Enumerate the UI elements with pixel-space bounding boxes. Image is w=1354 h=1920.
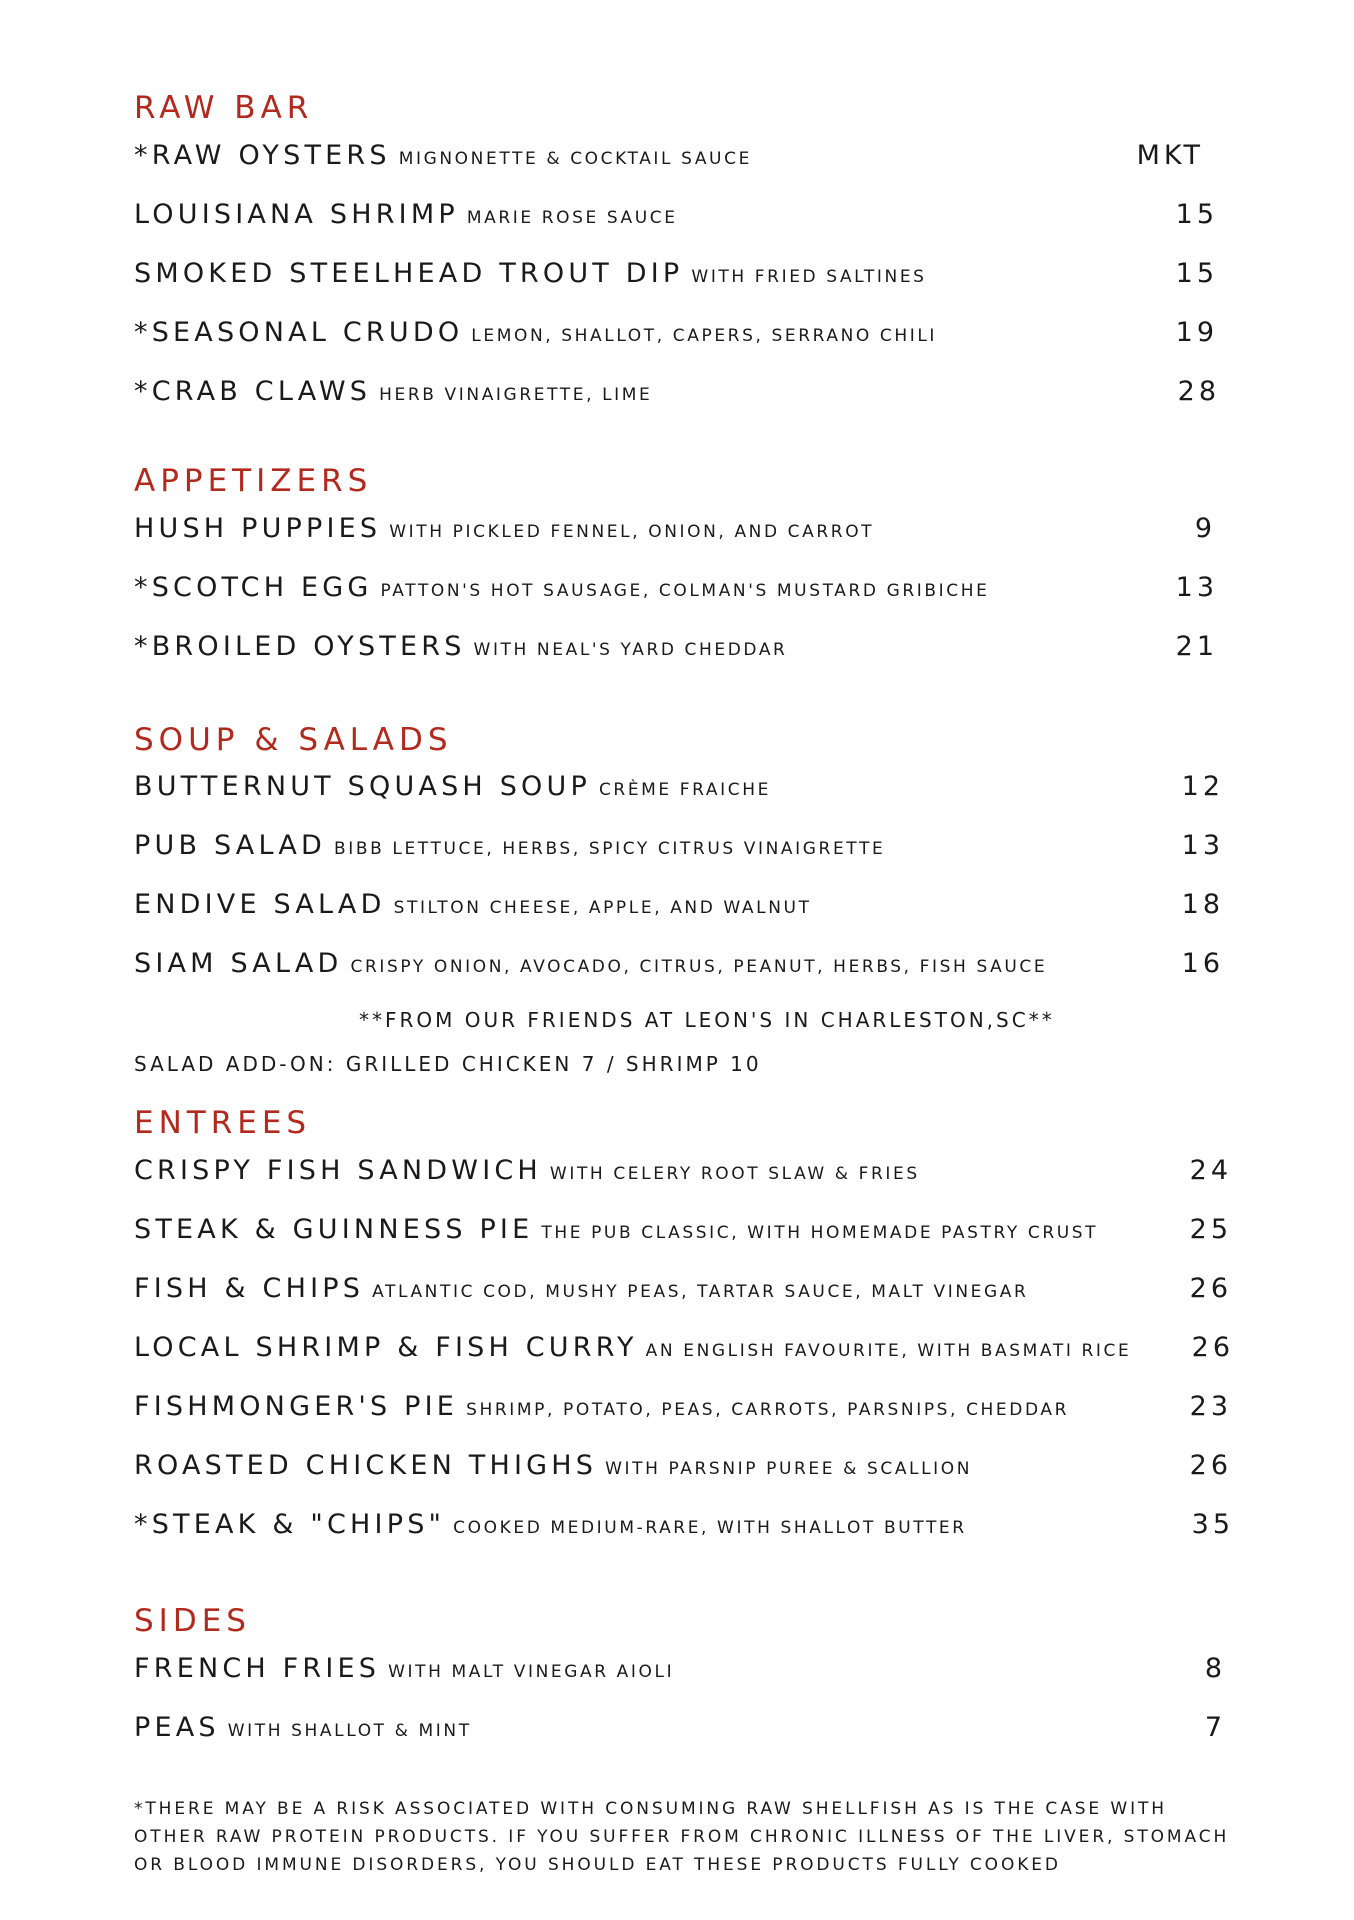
menu-item [134,376,1224,416]
item-price: 8 [1204,1653,1226,1684]
section-title-entrees: ENTREES [134,1105,312,1141]
item-price: 13 [1175,572,1218,603]
menu-item [134,572,1224,612]
item-description: WITH MALT VINEGAR AIOLI [388,1662,675,1682]
item-price: 26 [1189,1450,1232,1481]
menu-item [134,1155,1232,1195]
item-name: PUB SALAD [134,830,326,861]
item-name: *SCOTCH EGG [134,572,373,603]
salad-origin-note: **FROM OUR FRIENDS AT LEON'S IN CHARLESTON,SC** [359,1008,1055,1032]
menu-item [134,1450,1232,1490]
item-price: 35 [1191,1509,1234,1540]
item-name: *CRAB CLAWS [134,376,372,407]
item-name: LOUISIANA SHRIMP [134,199,459,230]
item-description: WITH PARSNIP PUREE & SCALLION [605,1459,973,1479]
item-description: AN ENGLISH FAVOURITE, WITH BASMATI RICE [645,1341,1132,1361]
item-name: *SEASONAL CRUDO [134,317,464,348]
item-price: 21 [1175,631,1218,662]
menu-item [134,1509,1234,1549]
item-price: 28 [1177,376,1220,407]
menu-item [134,1332,1234,1372]
item-name: *BROILED OYSTERS [134,631,466,662]
item-price: 15 [1175,199,1218,230]
item-description: MARIE ROSE SAUCE [466,208,678,228]
menu-item [134,1214,1232,1254]
section-title-appetizers: APPETIZERS [134,463,373,499]
item-name: *RAW OYSTERS [134,140,391,171]
item-name: CRISPY FISH SANDWICH [134,1155,542,1186]
item-description: MIGNONETTE & COCKTAIL SAUCE [398,149,752,169]
disclaimer-line: OR BLOOD IMMUNE DISORDERS, YOU SHOULD EAT THESE PRODUCTS FULLY COOKED [134,1855,1061,1875]
item-name: ENDIVE SALAD [134,889,386,920]
item-price: 16 [1181,948,1224,979]
item-name: LOCAL SHRIMP & FISH CURRY [134,1332,638,1363]
item-price: 18 [1181,889,1224,920]
menu-item [134,631,1224,671]
salad-add-on-note: SALAD ADD-ON: GRILLED CHICKEN 7 / SHRIMP 10 [134,1052,762,1076]
item-name: SIAM SALAD [134,948,343,979]
item-description: WITH PICKLED FENNEL, ONION, AND CARROT [389,522,875,542]
item-description: STILTON CHEESE, APPLE, AND WALNUT [393,898,812,918]
item-description: BIBB LETTUCE, HERBS, SPICY CITRUS VINAIGRETTE [333,839,886,859]
menu-item [134,317,1224,357]
item-price: 25 [1189,1214,1232,1245]
menu-item [134,1391,1232,1431]
item-price: 19 [1175,317,1218,348]
item-price: 13 [1181,830,1224,861]
section-title-raw-bar: RAW BAR [134,90,314,126]
item-name: FISH & CHIPS [134,1273,365,1304]
menu-item [134,199,1224,239]
item-description: COOKED MEDIUM-RARE, WITH SHALLOT BUTTER [453,1518,967,1538]
menu-item [134,771,1224,811]
item-description: PATTON'S HOT SAUSAGE, COLMAN'S MUSTARD GRIBICHE [380,581,990,601]
raw-shellfish-disclaimer [134,1795,1234,1879]
item-name: FRENCH FRIES [134,1653,381,1684]
menu-item [134,1273,1232,1313]
item-name: BUTTERNUT SQUASH SOUP [134,771,591,802]
item-description: WITH CELERY ROOT SLAW & FRIES [549,1164,920,1184]
item-name: PEAS [134,1712,220,1743]
item-price: 15 [1175,258,1218,289]
item-description: THE PUB CLASSIC, WITH HOMEMADE PASTRY CRUST [541,1223,1099,1243]
section-title-soup-salads: SOUP & SALADS [134,722,453,758]
item-description: CRISPY ONION, AVOCADO, CITRUS, PEANUT, HERBS, FISH SAUCE [350,957,1048,977]
item-description: WITH FRIED SALTINES [691,267,927,287]
item-description: WITH NEAL'S YARD CHEDDAR [473,640,788,660]
item-description: LEMON, SHALLOT, CAPERS, SERRANO CHILI [471,326,938,346]
disclaimer-line: *THERE MAY BE A RISK ASSOCIATED WITH CONSUMING RAW SHELLFISH AS IS THE CASE WITH [134,1799,1167,1819]
item-name: SMOKED STEELHEAD TROUT DIP [134,258,684,289]
item-price: MKT [1136,140,1204,171]
item-name: ROASTED CHICKEN THIGHS [134,1450,598,1481]
item-description: SHRIMP, POTATO, PEAS, CARROTS, PARSNIPS, CHEDDAR [466,1400,1069,1420]
item-price: 12 [1181,771,1224,802]
menu-item [134,1653,1224,1693]
item-price: 26 [1191,1332,1234,1363]
item-price: 9 [1194,513,1216,544]
item-price: 24 [1189,1155,1232,1186]
item-price: 7 [1204,1712,1226,1743]
item-name: HUSH PUPPIES [134,513,382,544]
disclaimer-line: OTHER RAW PROTEIN PRODUCTS. IF YOU SUFFER FROM CHRONIC ILLNESS OF THE LIVER, STOMACH [134,1827,1230,1847]
item-description: HERB VINAIGRETTE, LIME [379,385,653,405]
menu-item [134,830,1224,870]
item-price: 26 [1189,1273,1232,1304]
menu-item [134,948,1224,988]
menu-item [134,258,1224,298]
menu-item [134,889,1224,929]
item-price: 23 [1189,1391,1232,1422]
item-description: ATLANTIC COD, MUSHY PEAS, TARTAR SAUCE, MALT VINEGAR [372,1282,1029,1302]
item-name: FISHMONGER'S PIE [134,1391,459,1422]
menu-item [134,1712,1224,1752]
item-description: WITH SHALLOT & MINT [227,1721,472,1741]
item-name: STEAK & GUINNESS PIE [134,1214,534,1245]
item-description: CRÈME FRAICHE [598,780,771,800]
section-title-sides: SIDES [134,1603,251,1639]
item-name: *STEAK & "CHIPS" [134,1509,446,1540]
menu-item [134,140,1224,180]
menu-item [134,513,1224,553]
